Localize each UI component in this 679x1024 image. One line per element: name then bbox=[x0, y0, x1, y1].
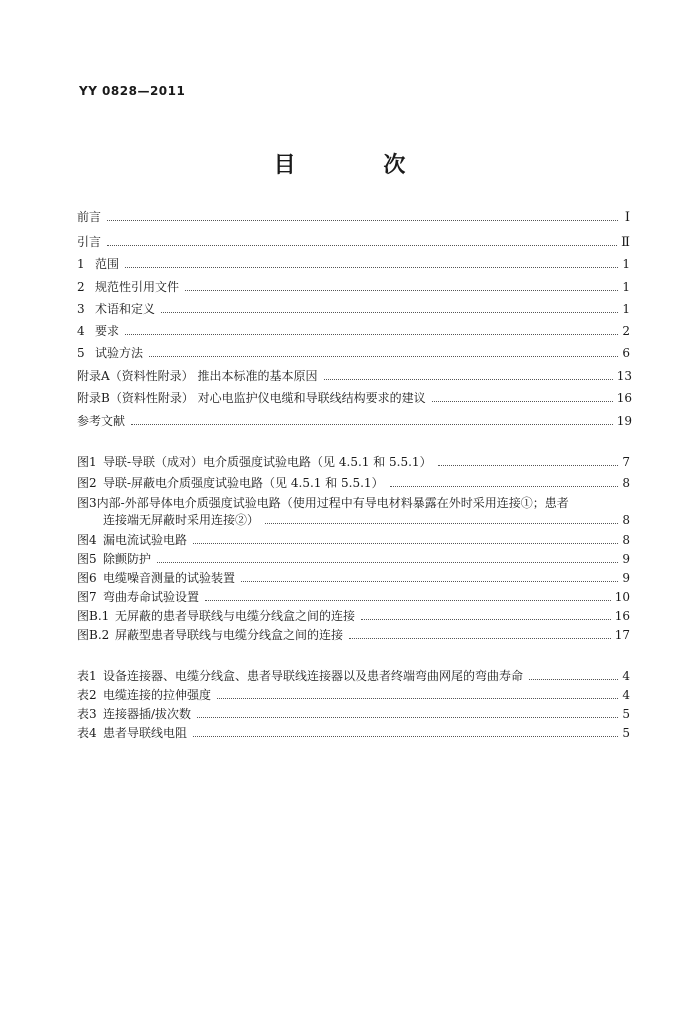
toc-label: （资料性附录） 对心电监护仪电缆和导联线结构要求的建议 bbox=[109, 391, 426, 405]
table-label: 设备连接器、电缆分线盒、患者导联线连接器以及患者终端弯曲网尾的弯曲寿命 bbox=[103, 669, 524, 683]
toc-label: 范围 bbox=[95, 257, 120, 271]
figure-num: 图7 bbox=[77, 590, 97, 604]
toc-num: 3 bbox=[77, 302, 85, 316]
figure-label: 电缆噪音测量的试验装置 bbox=[103, 571, 236, 585]
figure-label: 导联-导联（成对）电介质强度试验电路（见 4.5.1 和 5.5.1） bbox=[103, 455, 432, 469]
leader-dots bbox=[217, 698, 618, 699]
leader-dots bbox=[324, 379, 613, 380]
table-entry-4[interactable] bbox=[77, 726, 630, 740]
figure-label: 除颤防护 bbox=[103, 552, 152, 566]
toc-label: 参考文献 bbox=[77, 414, 126, 428]
figure-label: 无屏蔽的患者导联线与电缆分线盒之间的连接 bbox=[115, 609, 356, 623]
figure-page: 16 bbox=[614, 609, 630, 623]
leader-dots bbox=[432, 401, 613, 402]
toc-num: 5 bbox=[77, 346, 85, 360]
figure-num: 图1 bbox=[77, 455, 97, 469]
figure-num: 图6 bbox=[77, 571, 97, 585]
table-page: 5 bbox=[622, 726, 630, 740]
toc-num: 2 bbox=[77, 280, 85, 294]
toc-num: 附录A bbox=[77, 369, 110, 383]
toc-page: Ⅰ bbox=[624, 210, 630, 225]
toc-page: 13 bbox=[616, 369, 632, 383]
figure-page: 9 bbox=[622, 552, 630, 566]
figure-entry-2[interactable] bbox=[77, 476, 630, 490]
table-label: 患者导联线电阻 bbox=[103, 726, 188, 740]
table-entry-3[interactable] bbox=[77, 707, 630, 721]
toc-entry-terms[interactable] bbox=[77, 302, 630, 316]
standard-code: YY 0828—2011 bbox=[79, 84, 186, 98]
leader-dots bbox=[193, 736, 618, 737]
figure-page: 8 bbox=[622, 533, 630, 547]
figure-num: 图4 bbox=[77, 533, 97, 547]
toc-num: 4 bbox=[77, 324, 85, 338]
toc-page: 1 bbox=[622, 302, 630, 316]
figure-label: 弯曲寿命试验设置 bbox=[103, 590, 200, 604]
page-title: 目 次 bbox=[273, 152, 446, 178]
toc-label: （资料性附录） 推出本标准的基本原因 bbox=[109, 369, 318, 383]
leader-dots bbox=[361, 619, 611, 620]
figure-num: 图3 bbox=[77, 496, 97, 510]
figure-entry-1[interactable] bbox=[77, 455, 630, 469]
leader-dots bbox=[125, 267, 618, 268]
toc-entry-bibliography[interactable] bbox=[77, 414, 632, 428]
toc-num: 附录B bbox=[77, 391, 110, 405]
leader-dots bbox=[149, 356, 618, 357]
figure-page: 7 bbox=[622, 455, 630, 469]
leader-dots bbox=[157, 562, 618, 563]
table-label: 电缆连接的拉伸强度 bbox=[103, 688, 212, 702]
toc-page: 16 bbox=[616, 391, 632, 405]
leader-dots bbox=[161, 312, 618, 313]
toc-label: 引言 bbox=[77, 235, 102, 249]
figure-label: 漏电流试验电路 bbox=[103, 533, 188, 547]
toc-entry-introduction[interactable] bbox=[77, 235, 630, 250]
toc-label: 试验方法 bbox=[95, 346, 144, 360]
figure-page: 8 bbox=[622, 476, 630, 490]
leader-dots bbox=[107, 220, 618, 221]
table-num: 表3 bbox=[77, 707, 97, 721]
figure-num: 图B.1 bbox=[77, 609, 110, 623]
toc-num: 1 bbox=[77, 257, 85, 271]
figure-page: 10 bbox=[614, 590, 630, 604]
table-label: 连接器插/拔次数 bbox=[103, 707, 192, 721]
figure-entry-7[interactable] bbox=[77, 590, 630, 604]
leader-dots bbox=[265, 523, 618, 524]
figure-num: 图B.2 bbox=[77, 628, 110, 642]
leader-dots bbox=[205, 600, 611, 601]
leader-dots bbox=[185, 290, 618, 291]
toc-page: Ⅱ bbox=[621, 235, 630, 250]
toc-page: 2 bbox=[622, 324, 630, 338]
leader-dots bbox=[390, 486, 618, 487]
toc-entry-normative-references[interactable] bbox=[77, 280, 630, 294]
leader-dots bbox=[438, 465, 618, 466]
toc-page: 1 bbox=[622, 280, 630, 294]
figure-label-continuation: 连接端无屏蔽时采用连接②） bbox=[103, 513, 260, 527]
table-entry-2[interactable] bbox=[77, 688, 630, 702]
toc-entry-scope[interactable] bbox=[77, 257, 630, 271]
figure-num: 图5 bbox=[77, 552, 97, 566]
leader-dots bbox=[125, 334, 618, 335]
toc-entry-foreword[interactable] bbox=[77, 210, 630, 225]
figure-entry-6[interactable] bbox=[77, 571, 630, 585]
toc-page: 19 bbox=[616, 414, 632, 428]
figure-entry-4[interactable] bbox=[77, 533, 630, 547]
table-num: 表2 bbox=[77, 688, 97, 702]
toc-entry-annex-a[interactable] bbox=[77, 369, 632, 383]
leader-dots bbox=[107, 245, 617, 246]
toc-label: 术语和定义 bbox=[95, 302, 156, 316]
table-num: 表1 bbox=[77, 669, 97, 683]
table-page: 5 bbox=[622, 707, 630, 721]
toc-page: 1 bbox=[622, 257, 630, 271]
toc-label: 前言 bbox=[77, 210, 102, 224]
figure-page: 8 bbox=[622, 513, 630, 527]
leader-dots bbox=[131, 424, 613, 425]
table-entry-1[interactable] bbox=[77, 669, 630, 683]
table-page: 4 bbox=[622, 688, 630, 702]
toc-entry-test-methods[interactable] bbox=[77, 346, 630, 360]
leader-dots bbox=[241, 581, 618, 582]
leader-dots bbox=[349, 638, 611, 639]
toc-page: 6 bbox=[622, 346, 630, 360]
figure-entry-5[interactable] bbox=[77, 552, 630, 566]
toc-label: 规范性引用文件 bbox=[95, 280, 180, 294]
figure-page: 9 bbox=[622, 571, 630, 585]
figure-entry-b1[interactable] bbox=[77, 609, 630, 623]
leader-dots bbox=[529, 679, 618, 680]
toc-entry-requirements[interactable] bbox=[77, 324, 630, 338]
table-page: 4 bbox=[622, 669, 630, 683]
toc-entry-annex-b[interactable] bbox=[77, 391, 632, 405]
leader-dots bbox=[193, 543, 618, 544]
toc-label: 要求 bbox=[95, 324, 120, 338]
figure-page: 17 bbox=[614, 628, 630, 642]
table-num: 表4 bbox=[77, 726, 97, 740]
figure-label: 导联-屏蔽电介质强度试验电路（见 4.5.1 和 5.5.1） bbox=[103, 476, 384, 490]
figure-label: 屏蔽型患者导联线与电缆分线盒之间的连接 bbox=[115, 628, 344, 642]
figure-label: 内部-外部导体电介质强度试验电路（使用过程中有导电材料暴露在外时采用连接①；患者 bbox=[96, 496, 569, 510]
leader-dots bbox=[197, 717, 618, 718]
figure-entry-3-continuation[interactable] bbox=[103, 513, 630, 527]
figure-num: 图2 bbox=[77, 476, 97, 490]
figure-entry-b2[interactable] bbox=[77, 628, 630, 642]
figure-entry-3[interactable] bbox=[77, 496, 569, 510]
